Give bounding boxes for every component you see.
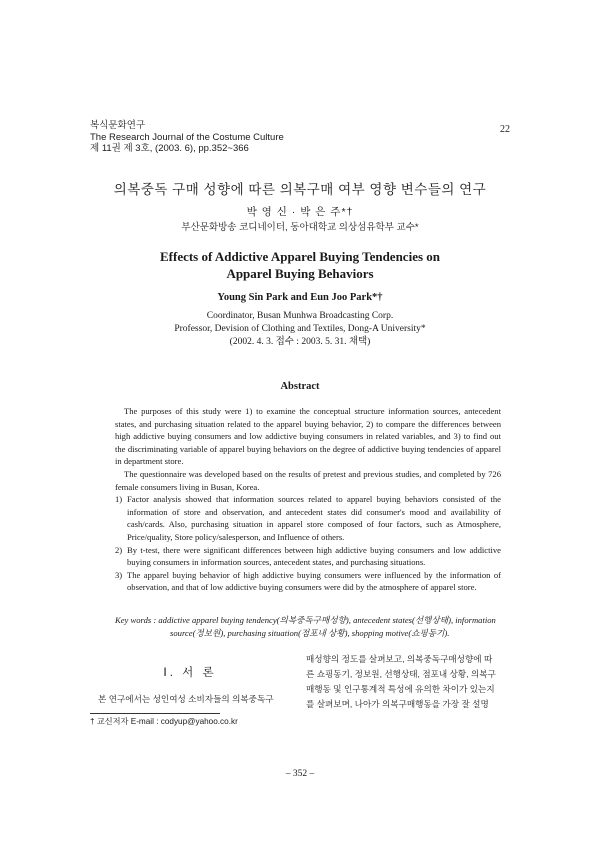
affiliation-en-line-1: Coordinator, Busan Munhwa Broadcasting Corp. <box>206 311 394 321</box>
finding-number: 3) <box>115 569 123 580</box>
title-en-line-2: Apparel Buying Behaviors <box>226 266 374 281</box>
abstract-heading: Abstract <box>280 381 320 392</box>
intro-left-column: 본 연구에서는 성인여성 소비자들의 의복중독구 <box>98 694 274 704</box>
affiliation-ko: 부산문화방송 코디네이터, 동아대학교 의상섬유학부 교수* <box>181 222 419 233</box>
finding-text: By t-test, there were significant differences between high addictive buying consumers and low addictive buying consumers in information sources, antecedent states, and purchasing situations. <box>127 544 501 568</box>
title-en-line-1: Effects of Addictive Apparel Buying Tendencies on <box>159 249 440 264</box>
finding-item <box>115 544 501 569</box>
affiliation-en-line-2: Professor, Devision of Clothing and Textiles, Dong-A University* <box>174 324 426 334</box>
journal-name-en: The Research Journal of the Costume Culture <box>90 131 284 143</box>
finding-number: 1) <box>115 494 123 505</box>
page-footer-number: – 352 – <box>285 769 315 779</box>
intro-right-line: 매행동 및 인구통계적 특성에 유의한 차이가 있는지 <box>306 684 495 694</box>
abstract-paragraph-1: The purposes of this study were 1) to examine the conceptual structure information sources, antecedent states, and purchasing situation related to the apparel buying behavior, 2) to compare the differences between high addictive buying consumers and low addictive buying consumers in related variables, and 3) to find out the discriminating variable of apparel buying behaviors on the degree of addictive buying tendencies of apparel in department store. <box>115 406 501 467</box>
paper-title-en <box>0 248 600 282</box>
findings-list <box>115 493 501 594</box>
journal-header <box>90 120 284 155</box>
finding-item <box>115 569 501 594</box>
paper-title-ko: 의복중독 구매 성향에 따른 의복구매 여부 영향 변수들의 연구 <box>113 182 487 197</box>
intro-right-line: 른 쇼핑동기, 정보원, 선행상태, 점포내 상황, 의복구 <box>306 669 496 679</box>
keywords-line-1: Key words : addictive apparel buying tendency(의복중독구매성향), antecedent states(선행상태), information <box>115 615 496 625</box>
journal-name-ko: 복식문화연구 <box>90 120 146 131</box>
intro-right-column <box>306 652 511 712</box>
finding-item <box>115 493 501 543</box>
finding-text: The apparel buying behavior of high addictive buying consumers were influenced by the information of observation, and that of low addictive buying consumers were did by the atmosphere of apparel store. <box>127 569 501 593</box>
keywords-line-2: source(정보원), purchasing situation(점포내 상황), shopping motive(쇼핑동기). <box>170 628 450 638</box>
affiliation-en <box>0 310 600 349</box>
intro-right-line: 를 살펴보며, 나아가 의복구매행동을 가장 잘 설명 <box>306 699 489 709</box>
intro-right-line: 매성향의 정도를 살펴보고, 의복중독구매성향에 따 <box>306 654 493 664</box>
journal-issue: 제 11권 제 3호, (2003. 6), pp.352~366 <box>90 143 249 154</box>
authors-en: Young Sin Park and Eun Joo Park*† <box>217 292 383 303</box>
section-heading-introduction: Ⅰ. 서 론 <box>163 667 217 679</box>
abstract-paragraph-2: The questionnaire was developed based on the results of pretest and previous studies, and completed by 726 female consumers living in Busan, Korea. <box>115 468 501 492</box>
footnote-rule <box>90 713 220 714</box>
received-accepted-dates: (2002. 4. 3. 접수 : 2003. 5. 31. 채택) <box>229 337 371 347</box>
finding-text: Factor analysis showed that information sources related to apparel buying behaviors consisted of the information of store and observation, and antecedent states did consumer's mood and availability of cash/cards. Also, purchasing situation in apparel store composed of four factors, such as Atmosphere, Price/quality, Store policy/salesperson, and Influence of others. <box>127 494 501 542</box>
corresponding-author-footnote: † 교신저자 E-mail : codyup@yahoo.co.kr <box>90 717 238 726</box>
page-number-top: 22 <box>500 124 510 135</box>
keywords <box>115 614 501 640</box>
abstract-body <box>115 405 501 594</box>
authors-ko: 박 영 신 · 박 은 주*† <box>246 206 354 218</box>
finding-number: 2) <box>115 544 123 555</box>
